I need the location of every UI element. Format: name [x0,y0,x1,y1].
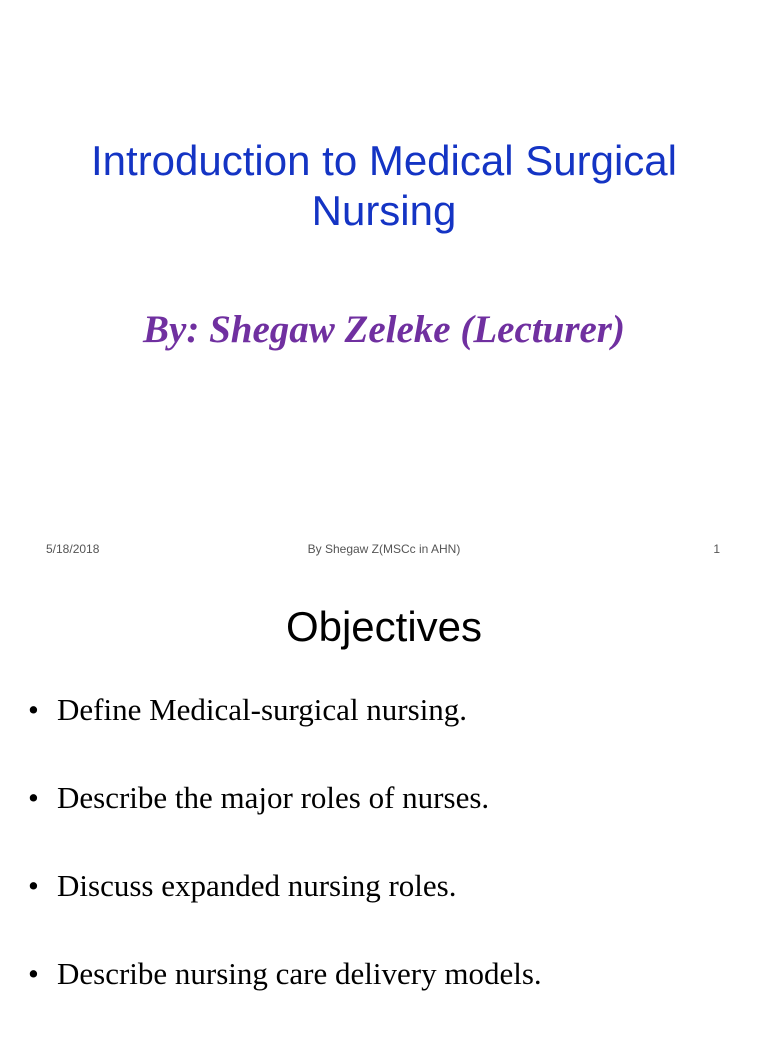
footer-date: 5/18/2018 [46,542,100,556]
list-item [0,954,768,1042]
objective-text: Describe nursing care delivery models. [57,956,542,991]
list-item [0,866,768,954]
footer-page-number: 1 [713,542,720,556]
objective-text: Discuss expanded nursing roles. [57,868,457,903]
objectives-slide [0,576,768,1024]
bullet-icon: • [28,868,39,903]
bullet-icon: • [28,692,39,727]
objectives-list [0,690,768,1042]
list-item [0,690,768,778]
objectives-title: Objectives [285,603,483,650]
list-item [0,778,768,866]
footer-author: By Shegaw Z(MSCc in AHN) [307,542,461,556]
objective-text: Define Medical-surgical nursing. [57,692,468,727]
bullet-icon: • [28,780,39,815]
slide-title: Introduction to Medical Surgical Nursing [91,137,677,234]
author-line: By: Shegaw Zeleke (Lecturer) [143,308,625,351]
bullet-icon: • [28,956,39,991]
objective-text: Describe the major roles of nurses. [57,780,490,815]
